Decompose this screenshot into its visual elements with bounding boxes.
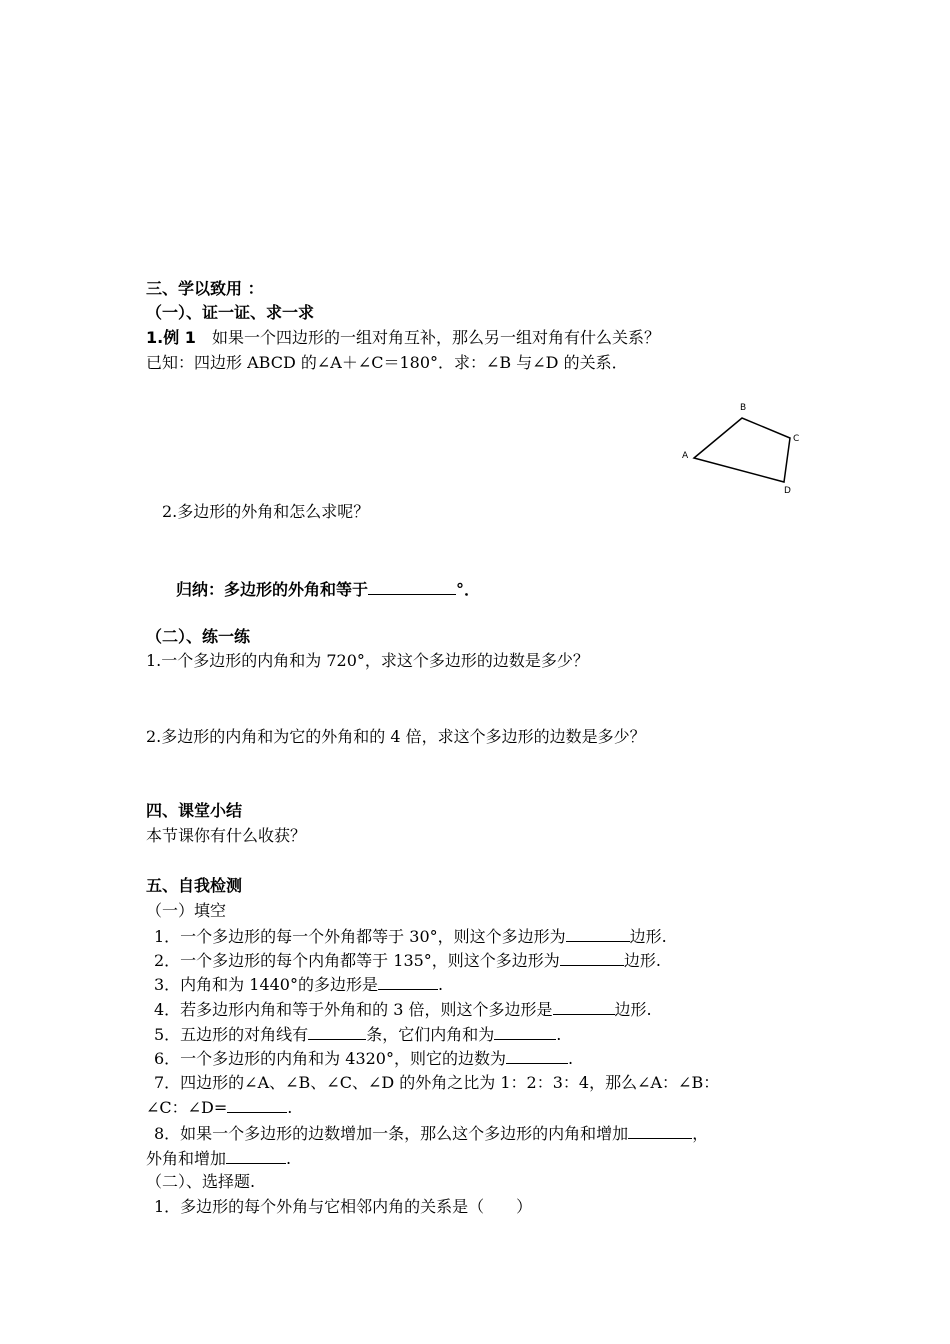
fill-8-blank-b: [226, 1147, 286, 1164]
choice-title: （二）、选择题.: [146, 1172, 256, 1191]
fill-item-6: [154, 1047, 573, 1070]
fill-7-suffix: .: [287, 1098, 293, 1117]
fill-item-8-cont: [146, 1147, 291, 1170]
fill-4-blank: [553, 998, 615, 1015]
summary-suffix: °．: [456, 580, 481, 599]
subsection-prove-solve: （一）、证一证、求一求: [146, 303, 315, 322]
fill-item-4: [154, 998, 652, 1021]
example-1-label: 例 1: [163, 328, 196, 347]
fill-4-suffix: 边形.: [614, 1000, 652, 1019]
fill-1-text: 1．一个多边形的每一个外角都等于 30°，则这个多边形为: [154, 927, 566, 946]
label-a: A: [682, 451, 689, 461]
fill-item-7-cont: [146, 1096, 292, 1119]
fill-item-1: [154, 925, 667, 948]
choice-item-1: 1．多边形的每个外角与它相邻内角的关系是（ ）: [154, 1197, 533, 1216]
fill-8-comma: ，: [692, 1124, 709, 1143]
example-1-number: 1.: [146, 328, 164, 347]
fill-6-suffix: .: [568, 1049, 574, 1068]
summary-line: [176, 578, 480, 601]
summary-blank: [368, 578, 456, 595]
fill-5-text: 5．五边形的对角线有: [154, 1025, 309, 1044]
fill-2-blank: [560, 949, 624, 966]
fill-7-blank: [227, 1096, 287, 1113]
fill-item-5: [154, 1023, 561, 1046]
fill-item-7: 7．四边形的∠A、∠B、∠C、∠D 的外角之比为 1：2：3：4，那么∠A：∠B：: [154, 1073, 720, 1092]
fill-5-blank-a: [308, 1023, 366, 1040]
label-b: B: [740, 403, 747, 413]
section3-heading: 三、学以致用 ：: [146, 279, 264, 298]
fill-1-blank: [566, 925, 630, 942]
question-exterior-angle-sum: 2.多边形的外角和怎么求呢？: [162, 502, 370, 521]
practice-2: 2.多边形的内角和为它的外角和的 4 倍，求这个多边形的边数是多少？: [146, 727, 646, 746]
subsection-practice: （二）、练一练: [146, 627, 251, 646]
section4-heading: 四、课堂小结: [146, 801, 243, 820]
fill-5-middle: 条，它们内角和为: [366, 1025, 495, 1044]
fill-8-suffix: .: [286, 1149, 292, 1168]
fill-5-suffix: .: [556, 1025, 562, 1044]
fill-3-suffix: .: [438, 975, 444, 994]
fill-8-cont-text: 外角和增加: [146, 1149, 227, 1168]
fill-8-blank-a: [628, 1122, 692, 1139]
example-1: [146, 327, 660, 349]
fill-3-blank: [378, 973, 438, 990]
fill-4-text: 4．若多边形内角和等于外角和的 3 倍，则这个多边形是: [154, 1000, 553, 1019]
fill-2-text: 2．一个多边形的每个内角都等于 135°，则这个多边形为: [154, 951, 560, 970]
example-1-text: 如果一个四边形的一组对角互补，那么另一组对角有什么关系？: [195, 328, 660, 347]
fill-3-text: 3．内角和为 1440°的多边形是: [154, 975, 378, 994]
fill-item-8: [154, 1122, 708, 1145]
label-d: D: [784, 486, 791, 496]
practice-1: 1.一个多边形的内角和为 720°，求这个多边形的边数是多少？: [146, 651, 589, 670]
fill-6-blank: [506, 1047, 568, 1064]
fill-5-blank-b: [494, 1023, 556, 1040]
fill-in-title: （一）填空: [146, 901, 227, 920]
summary-prefix: 归纳：多边形的外角和等于: [176, 580, 369, 599]
quadrilateral-abcd: [694, 418, 790, 482]
fill-1-suffix: 边形.: [629, 927, 667, 946]
fill-6-text: 6．一个多边形的内角和为 4320°，则它的边数为: [154, 1049, 506, 1068]
section4-text: 本节课你有什么收获？: [146, 826, 307, 845]
fill-7-cont-text: ∠C：∠D=: [146, 1098, 228, 1117]
fill-8-text: 8．如果一个多边形的边数增加一条，那么这个多边形的内角和增加: [154, 1124, 629, 1143]
quadrilateral-figure: [672, 396, 812, 496]
given-statement: 已知：四边形 ABCD 的∠A＋∠C＝180°．求：∠B 与∠D 的关系．: [146, 353, 628, 372]
section5-heading: 五、自我检测: [146, 876, 243, 895]
label-c: C: [793, 434, 800, 444]
fill-item-2: [154, 949, 661, 972]
fill-item-3: [154, 973, 443, 996]
fill-2-suffix: 边形.: [623, 951, 661, 970]
